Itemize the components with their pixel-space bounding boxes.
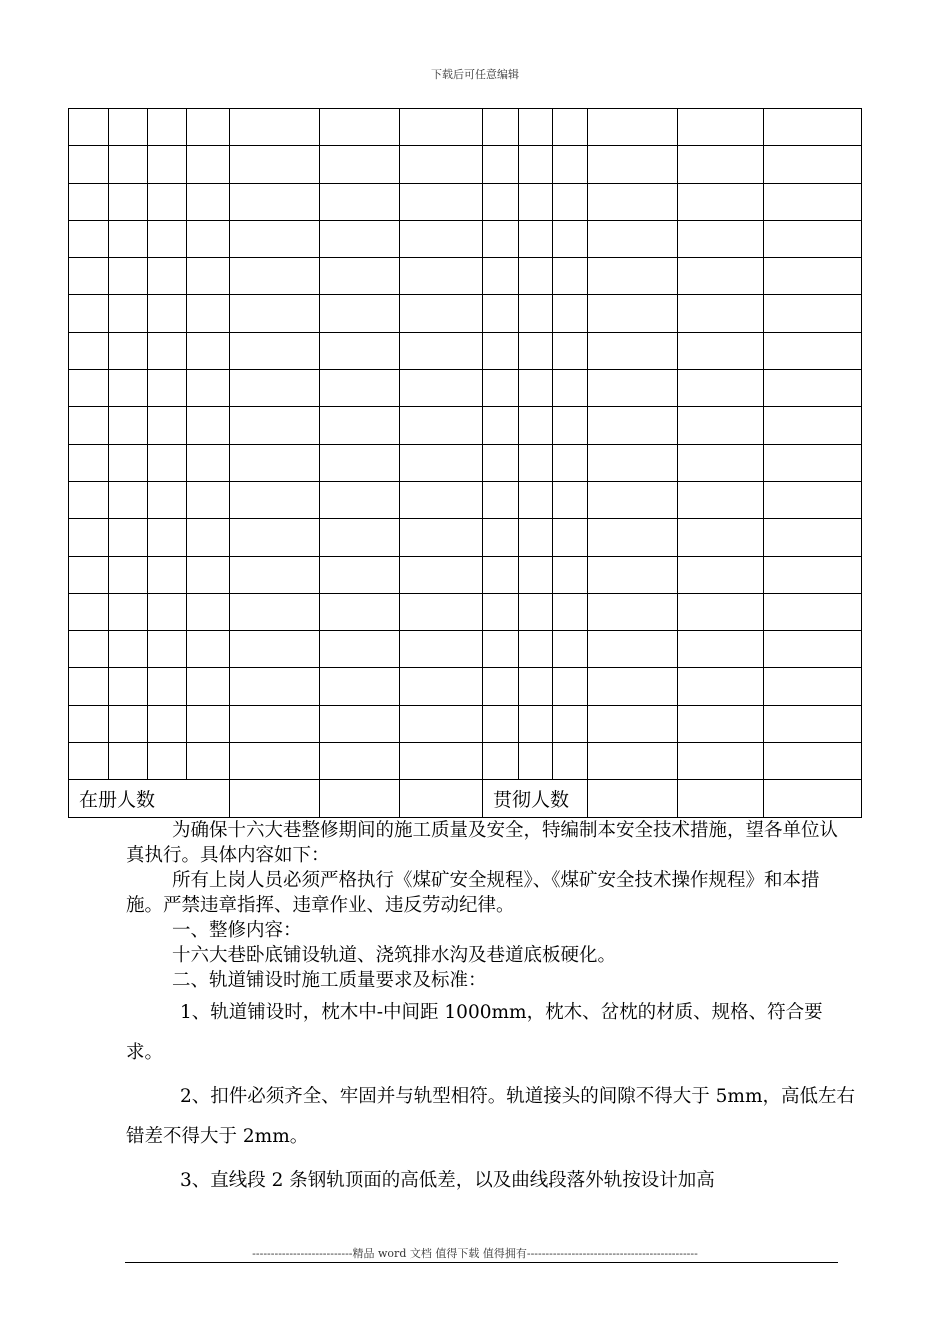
table-cell [69, 668, 109, 705]
table-cell [519, 407, 553, 444]
table-cell [483, 481, 519, 518]
table-cell [69, 183, 109, 220]
table-cell [230, 444, 320, 481]
table-cell [69, 593, 109, 630]
table-cell [320, 780, 400, 817]
table-cell [678, 109, 764, 146]
table-cell [519, 743, 553, 780]
table-cell [400, 146, 483, 183]
table-cell [69, 332, 109, 369]
table-cell [588, 109, 678, 146]
table-cell [109, 183, 148, 220]
record-table [68, 108, 862, 818]
table-cell [148, 220, 187, 257]
table-cell [400, 332, 483, 369]
table-cell [187, 668, 230, 705]
table-cell [148, 146, 187, 183]
table-cell [69, 444, 109, 481]
table-cell [678, 407, 764, 444]
table-cell [588, 370, 678, 407]
table-cell [678, 183, 764, 220]
table-cell [553, 481, 588, 518]
table-row [69, 631, 862, 668]
table-row [69, 556, 862, 593]
table-cell [69, 481, 109, 518]
table-cell [148, 668, 187, 705]
table-cell [553, 444, 588, 481]
table-cell [230, 407, 320, 444]
table-cell [400, 705, 483, 742]
table-cell [764, 705, 862, 742]
table-cell [588, 146, 678, 183]
table-cell [320, 668, 400, 705]
table-cell [764, 109, 862, 146]
table-cell [519, 109, 553, 146]
table-row [69, 593, 862, 630]
table-cell [320, 332, 400, 369]
table-cell [483, 631, 519, 668]
table-cell [230, 556, 320, 593]
intro-paragraph: 为确保十六大巷整修期间的施工质量及安全，特编制本安全技术措施，望各单位认真执行。具体内容如下： [126, 820, 839, 866]
table-cell [400, 743, 483, 780]
table-row [69, 258, 862, 295]
table-cell [187, 631, 230, 668]
table-cell [109, 444, 148, 481]
table-cell [187, 743, 230, 780]
table-cell [519, 146, 553, 183]
table-cell [483, 146, 519, 183]
table-cell [109, 370, 148, 407]
table-cell [483, 593, 519, 630]
table-cell [519, 220, 553, 257]
table-row [69, 705, 862, 742]
table-cell [230, 743, 320, 780]
table-cell [109, 146, 148, 183]
table-cell [483, 183, 519, 220]
table-cell [400, 258, 483, 295]
table-cell [400, 668, 483, 705]
table-cell [320, 109, 400, 146]
table-cell [320, 370, 400, 407]
table-cell [148, 183, 187, 220]
table-cell [678, 146, 764, 183]
table-cell [678, 743, 764, 780]
document-body [126, 818, 856, 1201]
table-cell [519, 332, 553, 369]
table-cell [588, 519, 678, 556]
table-cell [764, 332, 862, 369]
table-cell [230, 631, 320, 668]
table-cell [588, 407, 678, 444]
table-cell [519, 668, 553, 705]
table-cell [69, 109, 109, 146]
page-header-note: 下载后可任意编辑 [431, 68, 519, 81]
table-cell [678, 295, 764, 332]
table-cell [230, 481, 320, 518]
table-cell [230, 109, 320, 146]
table-cell [187, 332, 230, 369]
table-cell [320, 258, 400, 295]
table-cell [187, 556, 230, 593]
table-cell [69, 705, 109, 742]
table-cell [519, 258, 553, 295]
table-cell [109, 668, 148, 705]
table-cell [553, 295, 588, 332]
table-cell [148, 444, 187, 481]
table-cell [109, 481, 148, 518]
table-cell [148, 705, 187, 742]
table-cell [320, 556, 400, 593]
table-cell [320, 146, 400, 183]
table-cell [483, 519, 519, 556]
table-row [69, 146, 862, 183]
table-cell [320, 481, 400, 518]
table-cell [187, 146, 230, 183]
table-cell [588, 220, 678, 257]
table-cell [109, 556, 148, 593]
table-cell [553, 593, 588, 630]
table-cell [553, 668, 588, 705]
table-cell [400, 220, 483, 257]
table-cell [764, 556, 862, 593]
table-cell [519, 519, 553, 556]
table-cell [483, 743, 519, 780]
table-cell [109, 407, 148, 444]
table-cell [764, 295, 862, 332]
table-cell [400, 407, 483, 444]
table-cell [678, 780, 764, 817]
table-cell [320, 705, 400, 742]
table-cell [148, 631, 187, 668]
table-cell [109, 743, 148, 780]
table-cell [678, 705, 764, 742]
table-cell [678, 481, 764, 518]
table-cell [230, 593, 320, 630]
table-cell [519, 631, 553, 668]
table-cell [230, 220, 320, 257]
table-cell [69, 631, 109, 668]
table-cell [553, 109, 588, 146]
table-cell [553, 220, 588, 257]
table-cell [588, 668, 678, 705]
table-cell [187, 593, 230, 630]
table-cell [187, 220, 230, 257]
table-cell [400, 444, 483, 481]
table-cell [764, 668, 862, 705]
table-cell [678, 668, 764, 705]
table-cell [69, 370, 109, 407]
implemented-count-label: 贯彻人数 [483, 780, 588, 817]
table-cell [148, 556, 187, 593]
table-cell [588, 183, 678, 220]
table-row [69, 481, 862, 518]
table-cell [148, 295, 187, 332]
table-cell [678, 631, 764, 668]
table-cell [148, 370, 187, 407]
table-cell [553, 370, 588, 407]
registered-count-label: 在册人数 [69, 780, 230, 817]
table-cell [230, 370, 320, 407]
table-cell [148, 481, 187, 518]
table-cell [69, 258, 109, 295]
table-cell [400, 370, 483, 407]
table-cell [148, 258, 187, 295]
table-cell [553, 407, 588, 444]
table-cell [764, 183, 862, 220]
table-cell [588, 444, 678, 481]
table-cell [320, 220, 400, 257]
table-cell [69, 743, 109, 780]
table-cell [230, 332, 320, 369]
table-cell [320, 183, 400, 220]
table-cell [678, 332, 764, 369]
table-cell [148, 593, 187, 630]
table-cell [400, 780, 483, 817]
table-cell [400, 295, 483, 332]
table-cell [69, 146, 109, 183]
table-cell [148, 407, 187, 444]
table-cell [187, 407, 230, 444]
table-row [69, 295, 862, 332]
table-cell [187, 481, 230, 518]
table-cell [400, 593, 483, 630]
table-cell [483, 668, 519, 705]
table-cell [69, 556, 109, 593]
table-cell [187, 109, 230, 146]
table-row [69, 183, 862, 220]
table-cell [588, 556, 678, 593]
table-cell [400, 481, 483, 518]
table-cell [320, 743, 400, 780]
table-cell [588, 743, 678, 780]
table-cell [187, 183, 230, 220]
table-cell [483, 370, 519, 407]
table-row [69, 332, 862, 369]
table-cell [109, 519, 148, 556]
table-cell [588, 332, 678, 369]
table-row [69, 444, 862, 481]
table-cell [553, 519, 588, 556]
table-cell [764, 444, 862, 481]
table-cell [553, 743, 588, 780]
table-row [69, 519, 862, 556]
table-cell [678, 258, 764, 295]
table-cell [230, 183, 320, 220]
table-cell [148, 519, 187, 556]
table-row [69, 370, 862, 407]
table-cell [764, 407, 862, 444]
table-cell [230, 780, 320, 817]
table-cell [400, 519, 483, 556]
table-cell [148, 743, 187, 780]
table-cell [320, 444, 400, 481]
table-cell [553, 705, 588, 742]
table-cell [519, 556, 553, 593]
table-cell [230, 705, 320, 742]
table-cell [320, 295, 400, 332]
table-cell [764, 146, 862, 183]
table-cell [320, 631, 400, 668]
section-heading-1: 一、整修内容： [172, 920, 302, 941]
table-cell [400, 631, 483, 668]
table-row [69, 109, 862, 146]
table-cell [764, 370, 862, 407]
section-1-content: 十六大巷卧底铺设轨道、浇筑排水沟及巷道底板硬化。 [172, 945, 617, 966]
table-cell [109, 705, 148, 742]
table-cell [320, 407, 400, 444]
table-cell [553, 631, 588, 668]
table-cell [588, 631, 678, 668]
table-cell [764, 780, 862, 817]
table-cell [764, 593, 862, 630]
table-cell [69, 295, 109, 332]
table-cell [553, 146, 588, 183]
table-cell [109, 332, 148, 369]
compliance-paragraph: 所有上岗人员必须严格执行《煤矿安全规程》、《煤矿安全技术操作规程》和本措施。严禁违章指挥、违章作业、违反劳动纪律。 [126, 870, 820, 916]
table-cell [230, 295, 320, 332]
table-cell [678, 556, 764, 593]
table-cell [320, 519, 400, 556]
table-cell [109, 220, 148, 257]
table-cell [109, 593, 148, 630]
table-cell [109, 631, 148, 668]
table-cell [483, 258, 519, 295]
table-cell [553, 258, 588, 295]
table-cell [764, 743, 862, 780]
table-cell [519, 295, 553, 332]
table-cell [483, 109, 519, 146]
table-cell [483, 705, 519, 742]
table-cell [519, 705, 553, 742]
table-cell [588, 258, 678, 295]
table-cell [764, 220, 862, 257]
table-row [69, 220, 862, 257]
table-cell [588, 295, 678, 332]
table-cell [678, 444, 764, 481]
table-cell [230, 258, 320, 295]
table-cell [678, 519, 764, 556]
table-cell [553, 332, 588, 369]
table-cell [764, 631, 862, 668]
table-row [69, 668, 862, 705]
table-cell [187, 370, 230, 407]
table-cell [400, 556, 483, 593]
table-cell [483, 556, 519, 593]
table-cell [519, 593, 553, 630]
table-cell [553, 183, 588, 220]
table-cell [483, 220, 519, 257]
table-cell [187, 444, 230, 481]
table-cell [519, 183, 553, 220]
table-row [69, 743, 862, 780]
table-cell [588, 481, 678, 518]
table-summary-row [69, 780, 862, 817]
table-cell [764, 258, 862, 295]
table-cell [400, 183, 483, 220]
table-cell [230, 668, 320, 705]
requirement-item-1: 1、轨道铺设时，枕木中-中间距 1000mm，枕木、岔枕的材质、规格、符合要求。 [126, 1002, 823, 1063]
table-cell [483, 444, 519, 481]
footer-divider [125, 1262, 838, 1263]
table-cell [320, 593, 400, 630]
table-cell [230, 146, 320, 183]
table-cell [187, 519, 230, 556]
requirement-item-3: 3、直线段 2 条钢轨顶面的高低差，以及曲线段落外轨按设计加高 [180, 1170, 715, 1191]
table-cell [187, 258, 230, 295]
table-cell [148, 109, 187, 146]
table-row [69, 407, 862, 444]
table-cell [109, 109, 148, 146]
table-cell [230, 519, 320, 556]
table-cell [69, 519, 109, 556]
table-cell [588, 593, 678, 630]
table-cell [69, 220, 109, 257]
table-cell [69, 407, 109, 444]
table-cell [764, 481, 862, 518]
table-cell [109, 295, 148, 332]
table-cell [678, 593, 764, 630]
table-cell [483, 332, 519, 369]
table-cell [553, 556, 588, 593]
table-cell [400, 109, 483, 146]
table-cell [187, 295, 230, 332]
table-cell [483, 295, 519, 332]
table-cell [519, 370, 553, 407]
table-cell [483, 407, 519, 444]
table-cell [588, 705, 678, 742]
table-cell [148, 332, 187, 369]
table-cell [519, 481, 553, 518]
table-cell [764, 519, 862, 556]
table-cell [588, 780, 678, 817]
table-cell [109, 258, 148, 295]
table-cell [187, 705, 230, 742]
page-footer-note: ---------------------------精品 word 文档 值得下载 值得拥有---------------------------------------------- [252, 1247, 698, 1260]
table-cell [678, 370, 764, 407]
requirement-item-2: 2、扣件必须齐全、牢固并与轨型相符。轨道接头的间隙不得大于 5mm，高低左右错差不得大于 2mm。 [126, 1086, 856, 1147]
table-cell [678, 220, 764, 257]
table-cell [519, 444, 553, 481]
section-heading-2: 二、轨道铺设时施工质量要求及标准： [172, 970, 487, 991]
